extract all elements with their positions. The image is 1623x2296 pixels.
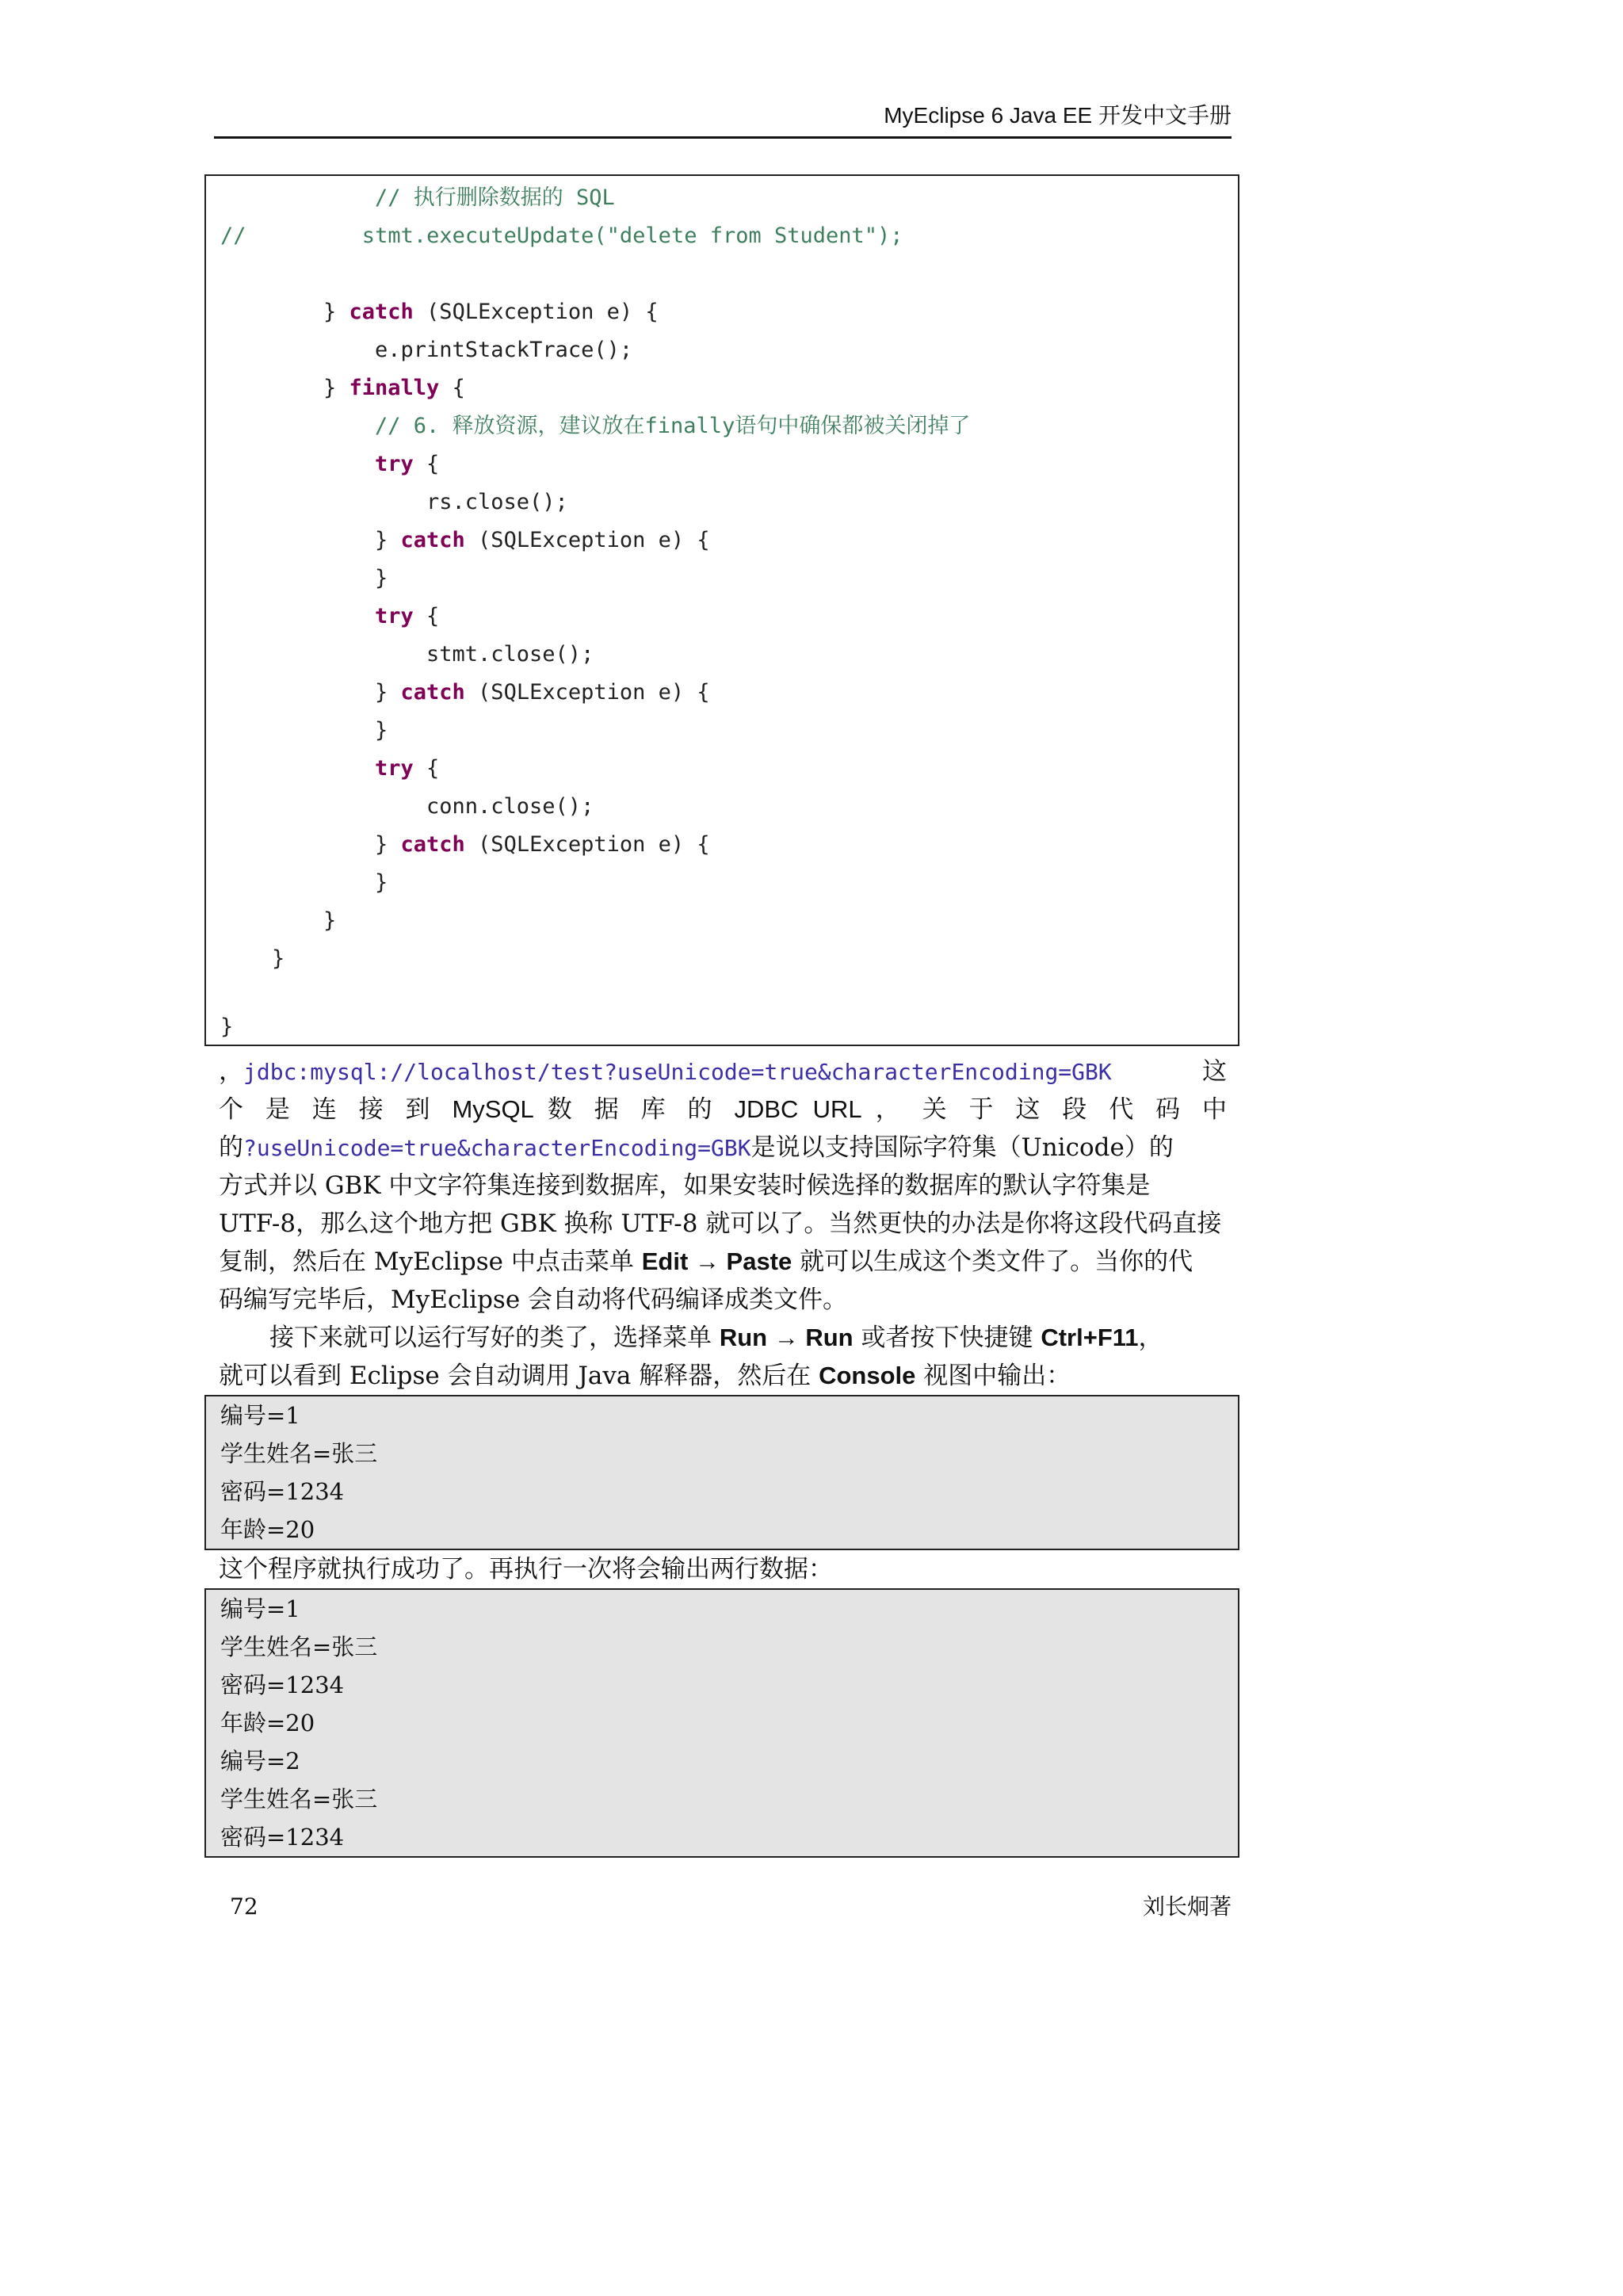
code-line: try { [220,598,439,636]
menu-run: Run → Run [719,1324,854,1351]
text-line: 个 是 连 接 到 MySQL 数 据 库 的 JDBC URL ， 关 于 这 段 代 码 中 [219,1095,1227,1123]
keyword-try: try [375,452,414,476]
code-line: } [375,870,388,895]
header-title: MyEclipse 6 Java EE 开发中文手册 [884,103,1232,128]
code-line: } finally { [323,376,465,400]
code-line: } catch (SQLException e) { [323,300,659,324]
console-view-name: Console [819,1362,916,1389]
code-line: } catch (SQLException e) { [375,680,710,705]
code-inline: ?useUnicode=true&characterEncoding=GBK [243,1135,751,1161]
code-line: rs.close(); [426,490,568,514]
text-line: ，jdbc:mysql://localhost/test?useUnicode=true&characterEncoding=GBK 这 [219,1057,1227,1086]
code-line [220,217,903,255]
code-line: } [272,946,285,971]
code-line: } [220,1014,234,1039]
keyword-catch: catch [400,680,465,705]
keyword-finally: finally [349,376,440,400]
text-line: 码编写完毕后，MyEclipse 会自动将代码编译成类文件。 [219,1286,848,1314]
keyword-catch: catch [349,300,414,324]
code-line: } [375,718,388,743]
code-block [204,174,1239,1046]
code-line: e.printStackTrace(); [375,338,633,362]
code-line: } catch (SQLException e) { [375,528,710,552]
code-line: } [323,908,337,933]
output-line: 密码=1234 [220,1824,345,1851]
keyword-try: try [375,604,414,628]
page-number: 72 [230,1893,258,1920]
paragraph-run [219,1319,1227,1395]
text-line: 的?useUnicode=true&characterEncoding=GBK是说以支持国际字符集（Unicode）的 [219,1133,1174,1162]
shortcut-key: Ctrl+F11 [1041,1324,1139,1351]
code-line: } [375,566,388,590]
console-output-1 [204,1395,1239,1550]
text-line: 这个程序就执行成功了。再执行一次将会输出两行数据： [219,1555,833,1584]
text-line: 方式并以 GBK 中文字符集连接到数据库，如果安装时候选择的数据库的默认字符集是 [219,1171,1151,1200]
keyword-try: try [375,756,414,781]
output-line: 编号=2 [220,1748,300,1775]
output-line: 学生姓名=张三 [220,1440,378,1467]
code-line: stmt.close(); [426,642,594,667]
author-credit: 刘长炯著 [1142,1893,1232,1920]
code-inline: jdbc:mysql://localhost/test?useUnicode=true&characterEncoding=GBK [243,1059,1112,1085]
paragraph-success [219,1550,1227,1588]
paragraph-jdbc-url [219,1052,1227,1319]
text-line: UTF-8，那么这个地方把 GBK 换称 UTF-8 就可以了。当然更快的办法是你将这段代码直接 [219,1209,1222,1238]
code-line [220,179,615,217]
output-line: 年龄=20 [220,1710,315,1736]
page-header [214,100,1232,139]
text-line: 接下来就可以运行写好的类了，选择菜单 Run → Run 或者按下快捷键 Ctrl+F11， [269,1324,1163,1352]
code-line: } catch (SQLException e) { [375,832,710,857]
code-line: conn.close(); [426,794,594,819]
output-line: 密码=1234 [220,1478,345,1505]
code-comment: // 6. 释放资源，建议放在finally语句中确保都被关闭掉了 [375,414,971,438]
output-line: 年龄=20 [220,1516,315,1543]
text-line: 就可以看到 Eclipse 会自动调用 Java 解释器，然后在 Console 视图中输出： [219,1362,1071,1390]
menu-edit-paste: Edit → Paste [641,1247,792,1275]
code-line: try { [220,445,439,483]
output-line: 编号=1 [220,1595,300,1622]
code-line [220,407,970,445]
keyword-catch: catch [400,528,465,552]
text-line: 复制，然后在 MyEclipse 中点击菜单 Edit → Paste 就可以生成这个类文件了。当你的代 [219,1247,1193,1276]
output-line: 密码=1234 [220,1671,345,1698]
code-comment: // stmt.executeUpdate("delete from Student"); [220,223,903,248]
keyword-catch: catch [400,832,465,857]
code-line: try { [220,750,439,788]
code-comment: // 执行删除数据的 SQL [375,185,615,210]
output-line: 学生姓名=张三 [220,1633,378,1660]
console-output-2 [204,1588,1239,1858]
output-line: 学生姓名=张三 [220,1786,378,1813]
output-line: 编号=1 [220,1402,300,1429]
